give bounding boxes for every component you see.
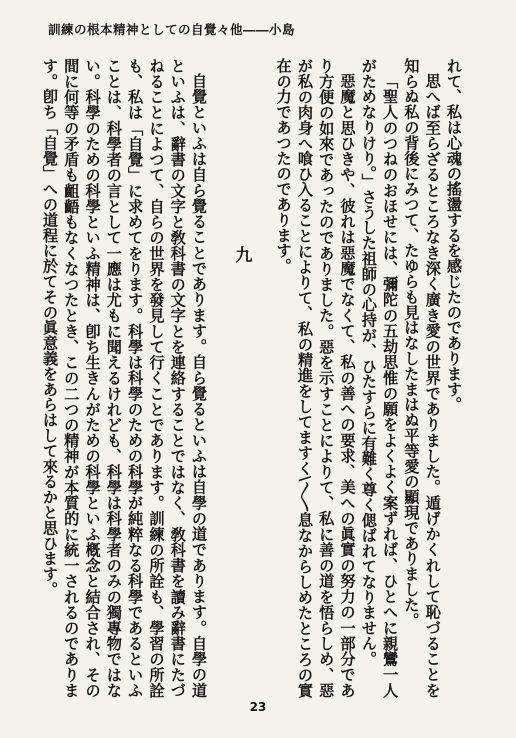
paragraph-5: 自覺といふは自ら覺ることであります。自ら覺るといふは自學の道であります。自學の道といふは、辭書の文字と敎科書の文字とを連絡することではなく、敎科書を讀み辭書にたづねることによつて、自らの世界を發見して行くことであります。訓練の所詮も、學習の所詮も、私は「自覺」に求めてをります。科學は科學のための科學が純粹なる科學であるといふことは、科學者の言として一應は尤もに聞えるけれども、科學は科學者のみの獨專物ではない。科學のための科學といふ精神は、卽ち生きんがための科學といふ槪念と結合され、その間に何等の矛盾も齟齬もなくなつたとき、この二つの精神が本質的に統一されるのであります。卽ち「自覺」への道程に於てその眞意義をあらはして來るかと思ひます。 — [40, 58, 209, 698]
section-spacer — [209, 58, 230, 698]
paragraph-4: 惡魔と思ひきや、彼れは惡魔でなくて、私の善への要求、美への眞實の努力の一部分であり方便の如來であったのでありました。惡を示すことによりて、私に善の道を悟らしめ、惡が私の肉身へ喰ひ入ることによりて、私の精進をしてますく\〱息なからしめたところの實在の力であつたのであります。 — [274, 58, 357, 698]
vertical-body-text — [40, 58, 464, 698]
section-number: 九 — [231, 246, 252, 264]
section-spacer — [251, 58, 272, 698]
paragraph-3: 「聖人のつねのおほせには、彌陀の五劫思惟の願をよくよく案ずれば、ひとへに親鸞一人がためなりけり。」さうした祖師の心持が、ひたすらに有難く尊く偲ばれてなりません。 — [359, 58, 400, 698]
page-number: 23 — [249, 700, 267, 714]
paragraph-1: れて、私は心魂の搖盪するを感じたのであります。 — [445, 58, 463, 413]
paragraph-2: 思へば至らざるところなき深く廣き愛の世界でありました。遁げかくれして恥づることを知らぬ私の背後にみつて、たゆらも見はなしたまはぬ平等愛の顯現でありました。 — [402, 58, 442, 698]
running-header: 訓練の根本精神としての自覺々他――小島 — [48, 22, 296, 37]
